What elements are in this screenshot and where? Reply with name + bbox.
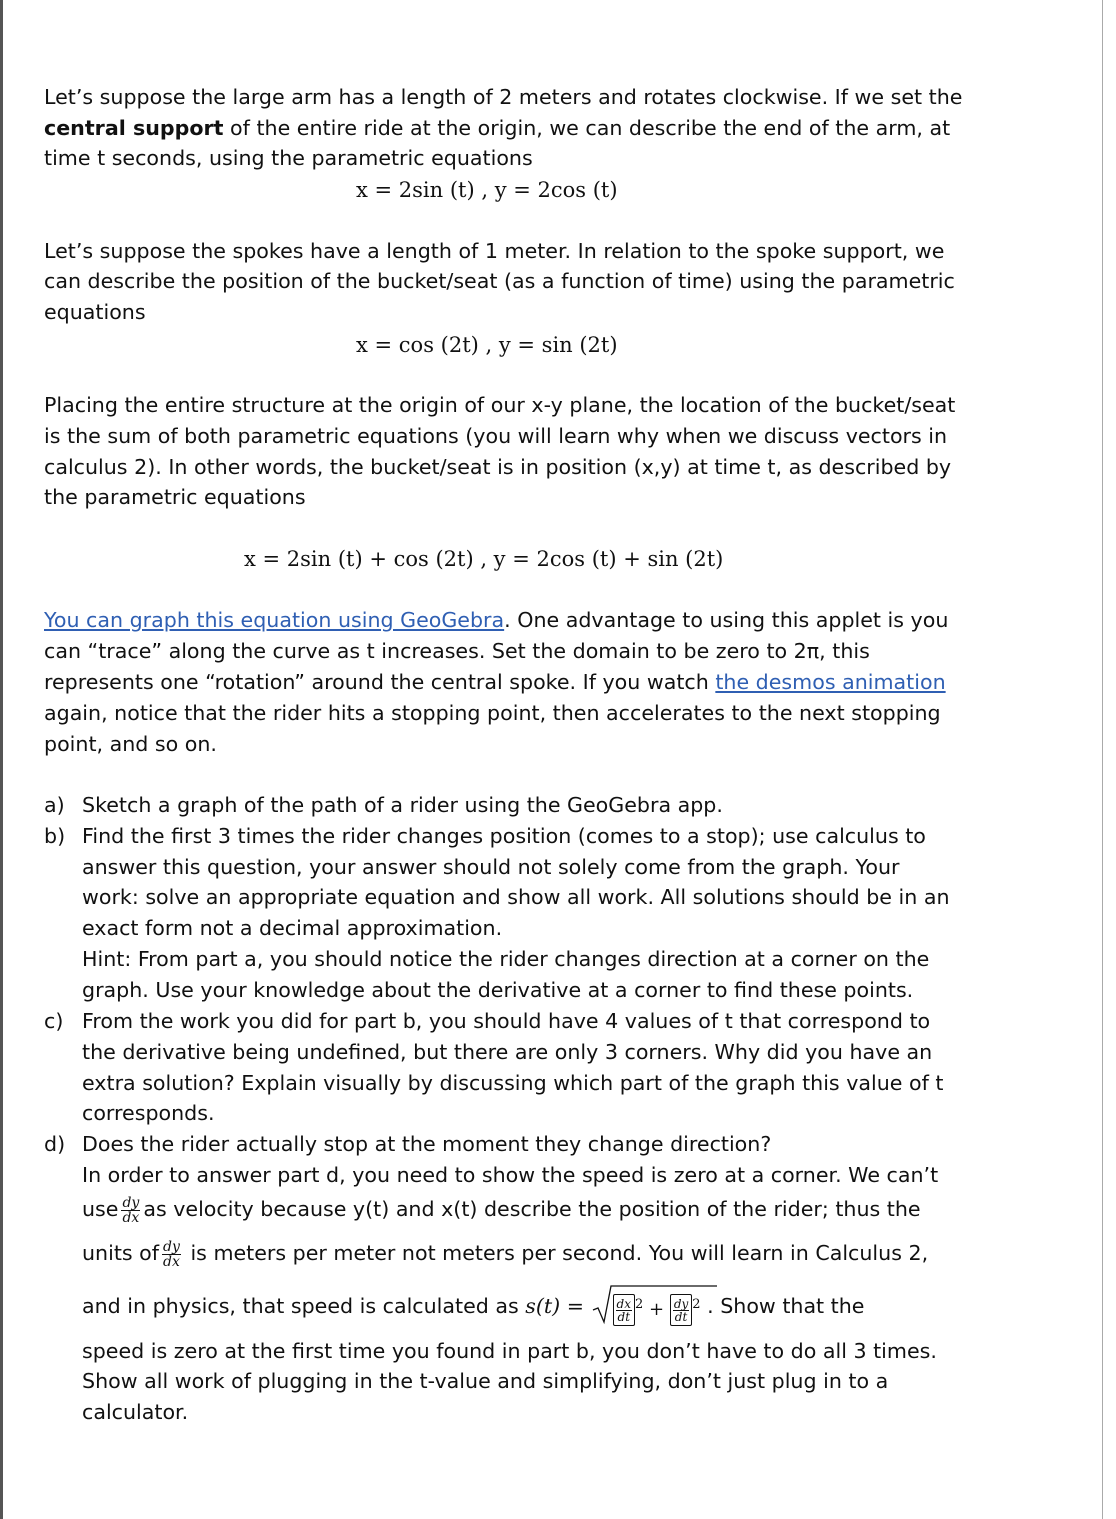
square-exponent-2: 2 bbox=[692, 1297, 701, 1312]
p3-line-3: calculus 2). In other words, the bucket/seat is in position (x,y) at time t, as described by bbox=[44, 455, 952, 479]
question-b-line-2: answer this question, your answer should not solely come from the graph. Your bbox=[82, 855, 900, 879]
p1-line-2 bbox=[44, 113, 950, 143]
p2-line-2: can describe the position of the bucket/seat (as a function of time) using the parametric bbox=[44, 269, 955, 293]
desmos-animation-link[interactable]: the desmos animation bbox=[715, 670, 946, 694]
p4-line-1 bbox=[44, 605, 948, 635]
equation-combined: x = 2sin (t) + cos (2t) , y = 2cos (t) + sin (2t) bbox=[244, 547, 724, 571]
question-b-line-1: Find the first 3 times the rider changes position (comes to a stop); use calculus to bbox=[82, 824, 926, 848]
question-d-line-3-pre: use bbox=[82, 1197, 119, 1221]
p4-line-4: again, notice that the rider hits a stopping point, then accelerates to the next stopping bbox=[44, 701, 941, 725]
question-d-line-5 bbox=[82, 1288, 864, 1326]
question-c-line-1: From the work you did for part b, you should have 4 values of t that correspond to bbox=[82, 1009, 931, 1033]
dy-dt-numerator: dy bbox=[673, 1296, 689, 1311]
p4-line-5: point, and so on. bbox=[44, 732, 217, 756]
p4-line-2: can “trace” along the curve as t increases. Set the domain to be zero to 2π, this bbox=[44, 639, 870, 663]
dy-dx-numerator-2: dy bbox=[163, 1238, 180, 1255]
question-b-line-3: work: solve an appropriate equation and show all work. All solutions should be in an bbox=[82, 885, 950, 909]
question-d-line-4 bbox=[82, 1238, 928, 1269]
question-d-line-4-post: is meters per meter not meters per second. You will learn in Calculus 2, bbox=[190, 1241, 929, 1265]
question-b-hint-2: graph. Use your knowledge about the derivative at a corner to find these points. bbox=[82, 978, 914, 1002]
p3-line-1: Placing the entire structure at the origin of our x-y plane, the location of the bucket/seat bbox=[44, 393, 956, 417]
central-support-bold: central support bbox=[44, 116, 224, 140]
dx-dt-denominator: dt bbox=[617, 1309, 631, 1324]
question-d-line-2: In order to answer part d, you need to show the speed is zero at a corner. We can’t bbox=[82, 1163, 939, 1187]
dy-dx-fraction bbox=[121, 1196, 140, 1225]
question-c-line-4: corresponds. bbox=[82, 1101, 215, 1125]
dy-dx-denominator-2: dx bbox=[163, 1253, 180, 1270]
p2-line-1: Let’s suppose the spokes have a length of 1 meter. In relation to the spoke support, we bbox=[44, 239, 945, 263]
question-d-line-5-pre: and in physics, that speed is calculated as bbox=[82, 1294, 519, 1318]
p2-line-3: equations bbox=[44, 300, 146, 324]
question-a-label: a) bbox=[44, 793, 65, 817]
p1-line-1: Let’s suppose the large arm has a length of 2 meters and rotates clockwise. If we set the bbox=[44, 85, 963, 109]
geogebra-link[interactable]: You can graph this equation using GeoGebra bbox=[44, 608, 505, 632]
p4-line-1-rest: . One advantage to using this applet is you bbox=[504, 608, 949, 632]
question-c-line-3: extra solution? Explain visually by discussing which part of the graph this value of t bbox=[82, 1071, 944, 1095]
p4-line-3-pre: represents one “rotation” around the central spoke. If you watch bbox=[44, 670, 716, 694]
question-d-line-5-post: . Show that the bbox=[707, 1294, 865, 1318]
dy-dx-denominator: dx bbox=[122, 1209, 140, 1226]
dy-dx-numerator: dy bbox=[122, 1194, 140, 1211]
speed-formula-lhs: s(t) = bbox=[525, 1294, 584, 1318]
speed-formula-radicand: $\frac{dx}{dt}$ $^2$ + $\frac{dy}{dt}$ $^2$ bbox=[591, 1288, 701, 1326]
sqrt-radical-icon bbox=[591, 1284, 719, 1326]
question-c-label: c) bbox=[44, 1009, 64, 1033]
question-d-label: d) bbox=[44, 1132, 66, 1156]
question-d-line-7: Show all work of plugging in the t-value and simplifying, don’t just plug in to a bbox=[82, 1369, 889, 1393]
question-d-line-3-post: as velocity because y(t) and x(t) describe the position of the rider; thus the bbox=[143, 1197, 921, 1221]
question-b-line-4: exact form not a decimal approximation. bbox=[82, 916, 503, 940]
page-left-border bbox=[0, 0, 3, 1519]
question-d-line-6: speed is zero at the first time you found in part b, you don’t have to do all 3 times. bbox=[82, 1339, 937, 1363]
question-a-line-1: Sketch a graph of the path of a rider using the GeoGebra app. bbox=[82, 793, 723, 817]
question-b-hint-1: Hint: From part a, you should notice the rider changes direction at a corner on the bbox=[82, 947, 930, 971]
question-b-label: b) bbox=[44, 824, 66, 848]
question-d-line-3 bbox=[82, 1194, 921, 1225]
p3-line-2: is the sum of both parametric equations (you will learn why when we discuss vectors in bbox=[44, 424, 948, 448]
dx-dt-numerator: dx bbox=[616, 1296, 631, 1311]
equation-arm: x = 2sin (t) , y = 2cos (t) bbox=[356, 178, 618, 202]
dy-dt-denominator: dt bbox=[674, 1309, 688, 1324]
p4-line-3 bbox=[44, 667, 946, 697]
question-d-line-1: Does the rider actually stop at the moment they change direction? bbox=[82, 1132, 772, 1156]
page-right-border bbox=[1102, 0, 1103, 1519]
p1-line-2-rest: of the entire ride at the origin, we can describe the end of the arm, at bbox=[223, 116, 951, 140]
dy-dx-fraction-2 bbox=[162, 1240, 181, 1269]
speed-formula-sqrt bbox=[591, 1288, 701, 1326]
p1-line-3: time t seconds, using the parametric equations bbox=[44, 146, 533, 170]
square-exponent-1: 2 bbox=[635, 1297, 644, 1312]
question-d-line-4-pre: units of bbox=[82, 1241, 160, 1265]
equation-spoke: x = cos (2t) , y = sin (2t) bbox=[356, 333, 618, 357]
question-c-line-2: the derivative being undefined, but there are only 3 corners. Why did you have an bbox=[82, 1040, 933, 1064]
p3-line-4: the parametric equations bbox=[44, 485, 306, 509]
question-d-line-8: calculator. bbox=[82, 1400, 189, 1424]
